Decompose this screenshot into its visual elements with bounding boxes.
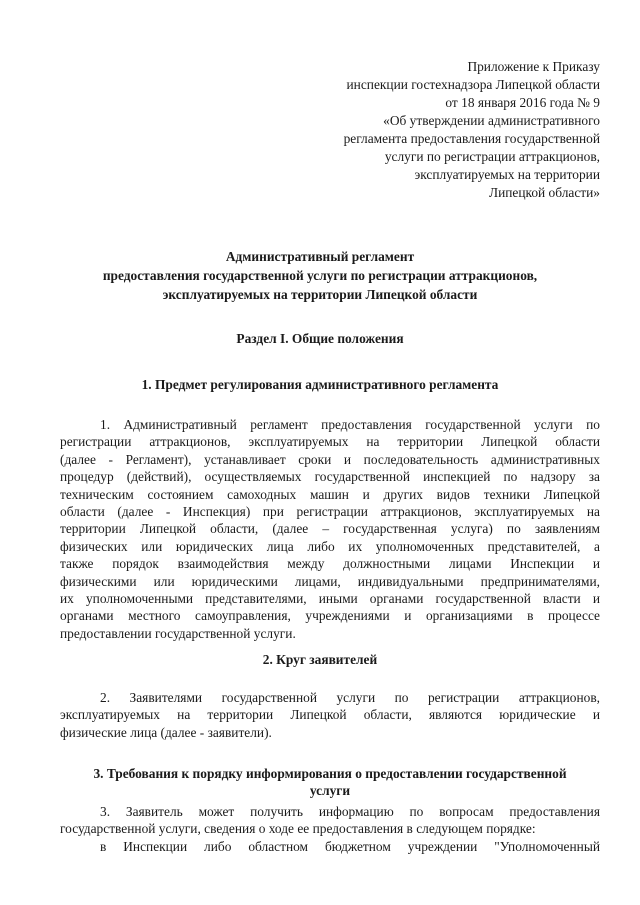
appendix-line: «Об утверждении административного	[383, 113, 600, 128]
title-line: эксплуатируемых на территории Липецкой области	[162, 287, 478, 302]
title-line: предоставления государственной услуги по регистрации аттракционов,	[102, 268, 538, 283]
paragraph-line: (далее - Регламент), устанавливает сроки и последовательность административных	[60, 451, 600, 467]
heading-line: 3. Требования к порядку информирования о предоставлении государственной	[93, 766, 567, 781]
paragraph-line: техническим состоянием самоходных машин и других видов техники Липецкой	[60, 486, 600, 502]
paragraph-line: процедур (действий), осуществляемых государственной инспекцией по надзору за	[60, 469, 600, 485]
title-line: Административный регламент	[225, 249, 415, 264]
paragraph-line: предоставлении государственной услуги.	[60, 625, 296, 641]
appendix-line: эксплуатируемых на территории	[414, 167, 600, 182]
subsection-2-heading: 2. Круг заявителей	[262, 652, 378, 667]
paragraph-line: физическими или юридическими лицами, индивидуальными предпринимателями,	[60, 573, 600, 589]
paragraph-1	[60, 416, 600, 642]
document-title	[60, 247, 580, 304]
appendix-note	[260, 58, 600, 202]
paragraph-3	[60, 803, 600, 838]
appendix-line: Липецкой области»	[488, 185, 600, 200]
paragraph-line: также порядок взаимодействия между должностными лицами Инспекции и	[60, 556, 600, 572]
paragraph-line: территории Липецкой области, (далее – государственная услуга) по заявлениям	[60, 521, 600, 537]
appendix-line: от 18 января 2016 года № 9	[445, 95, 600, 110]
paragraph-line: 3. Заявитель может получить информацию по вопросам предоставления	[100, 804, 600, 819]
appendix-line: регламента предоставления государственной	[343, 131, 600, 146]
paragraph-2	[60, 689, 600, 741]
paragraph-4	[60, 838, 600, 855]
subsection-3-heading	[55, 765, 605, 799]
paragraph-line: области (далее - Инспекция) при регистрации аттракционов, эксплуатируемых на	[60, 504, 600, 520]
paragraph-line: физических или юридических лица либо их уполномоченных представителей, а	[60, 538, 600, 554]
heading-line: услуги	[309, 783, 351, 798]
paragraph-line: физические лица (далее - заявители).	[60, 724, 272, 740]
paragraph-line: регистрации аттракционов, эксплуатируемых на территории Липецкой области	[60, 434, 600, 450]
paragraph-line: 2. Заявителями государственной услуги по регистрации аттракционов,	[100, 690, 600, 705]
paragraph-line: органами местного самоуправления, учреждениями и организациями в процессе	[60, 608, 600, 624]
paragraph-line: в Инспекции либо областном бюджетном учреждении "Уполномоченный	[100, 839, 600, 854]
paragraph-line: эксплуатируемых на территории Липецкой области, являются юридические и	[60, 707, 600, 723]
appendix-line: Приложение к Приказу	[467, 59, 600, 74]
section-heading: Раздел I. Общие положения	[236, 331, 404, 346]
subsection-1-heading: 1. Предмет регулирования административного регламента	[141, 377, 499, 392]
paragraph-line: их уполномоченными представителями, иными органами государственной власти и	[60, 591, 600, 607]
paragraph-line: 1. Административный регламент предоставления государственной услуги по	[100, 417, 600, 432]
paragraph-line: государственной услуги, сведения о ходе ее предоставления в следующем порядке:	[60, 821, 536, 837]
appendix-line: услуги по регистрации аттракционов,	[384, 149, 600, 164]
appendix-line: инспекции гостехнадзора Липецкой области	[346, 77, 600, 92]
